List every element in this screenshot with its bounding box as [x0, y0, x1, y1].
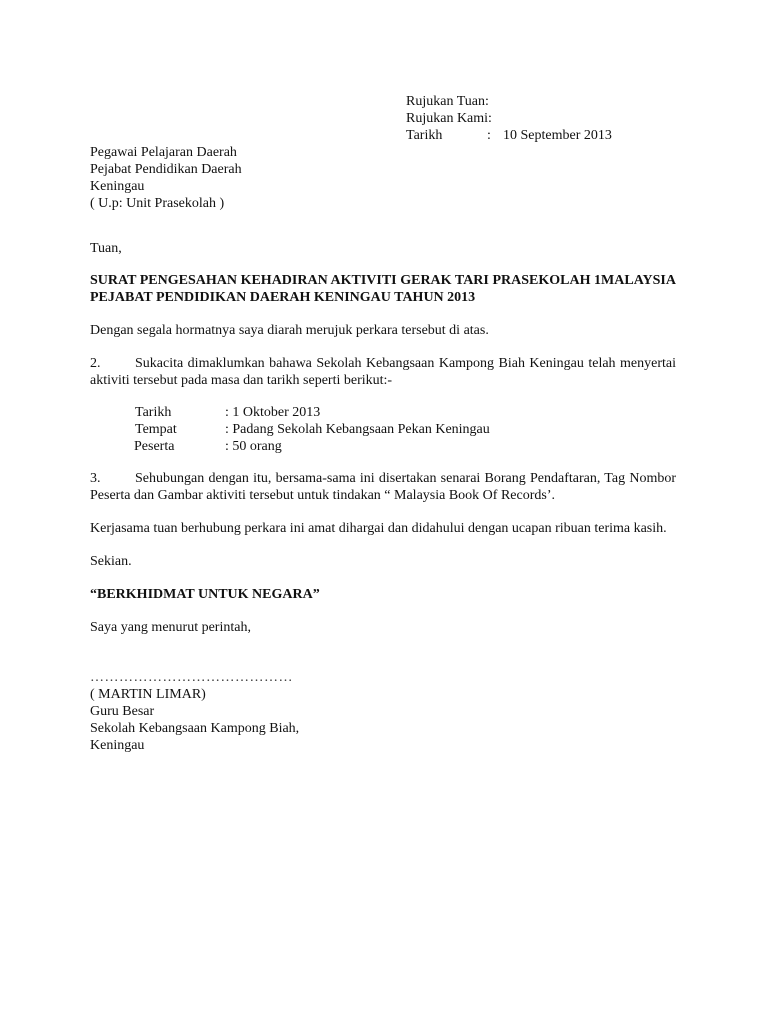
tarikh-colon: : [487, 128, 491, 143]
signature-dots: …………………………………… [90, 670, 293, 685]
detail-value-peserta: : 50 orang [225, 439, 282, 454]
para2-line-1: Sukacita dimaklumkan bahawa Sekolah Kebangsaan Kampong Biah Keningau telah menyertai [135, 356, 676, 371]
closing-text: Sekian. [90, 554, 132, 569]
rujukan-kami-label: Rujukan Kami: [406, 111, 492, 126]
tarikh-value: 10 September 2013 [503, 128, 612, 143]
subject-line-2: PEJABAT PENDIDIKAN DAERAH KENINGAU TAHUN 2013 [90, 290, 476, 305]
recipient-address [90, 144, 242, 212]
para3-number: 3. [90, 471, 101, 486]
signatory-school: Sekolah Kebangsaan Kampong Biah, [90, 721, 300, 736]
recipient-line-2: Pejabat Pendidikan Daerah [90, 162, 242, 177]
thanks-paragraph: Kerjasama tuan berhubung perkara ini amat dihargai dan didahului dengan ucapan ribuan terima kasih. [90, 521, 667, 536]
detail-value-tarikh: : 1 Oktober 2013 [225, 405, 321, 420]
intro-paragraph: Dengan segala hormatnya saya diarah merujuk perkara tersebut di atas. [90, 323, 489, 338]
subject-line-1: SURAT PENGESAHAN KEHADIRAN AKTIVITI GERAK TARI PRASEKOLAH 1MALAYSIA [90, 273, 676, 288]
signatory-title: Guru Besar [90, 704, 155, 719]
detail-label-tempat: Tempat [135, 422, 177, 437]
detail-label-tarikh: Tarikh [135, 405, 172, 420]
obedient-line: Saya yang menurut perintah, [90, 620, 251, 635]
para2-line-2: aktiviti tersebut pada masa dan tarikh seperti berikut:- [90, 373, 393, 388]
salutation: Tuan, [90, 241, 122, 256]
signature-block [90, 669, 299, 754]
signatory-name: ( MARTIN LIMAR) [90, 687, 206, 702]
recipient-line-4: ( U.p: Unit Prasekolah ) [90, 196, 225, 211]
signatory-town: Keningau [90, 738, 145, 753]
motto: “BERKHIDMAT UNTUK NEGARA” [90, 587, 320, 602]
para2-number: 2. [90, 356, 101, 371]
rujukan-tuan-label: Rujukan Tuan: [406, 94, 489, 109]
recipient-line-1: Pegawai Pelajaran Daerah [90, 145, 237, 160]
detail-label-peserta: Peserta [134, 439, 175, 454]
recipient-line-3: Keningau [90, 179, 145, 194]
para3-line-1: Sehubungan dengan itu, bersama-sama ini disertakan senarai Borang Pendaftaran, Tag Nombor [135, 471, 676, 486]
tarikh-label: Tarikh [406, 128, 443, 143]
detail-value-tempat: : Padang Sekolah Kebangsaan Pekan Keningau [225, 422, 490, 437]
para3-line-2: Peserta dan Gambar aktiviti tersebut untuk tindakan “ Malaysia Book Of Records’. [90, 488, 555, 503]
